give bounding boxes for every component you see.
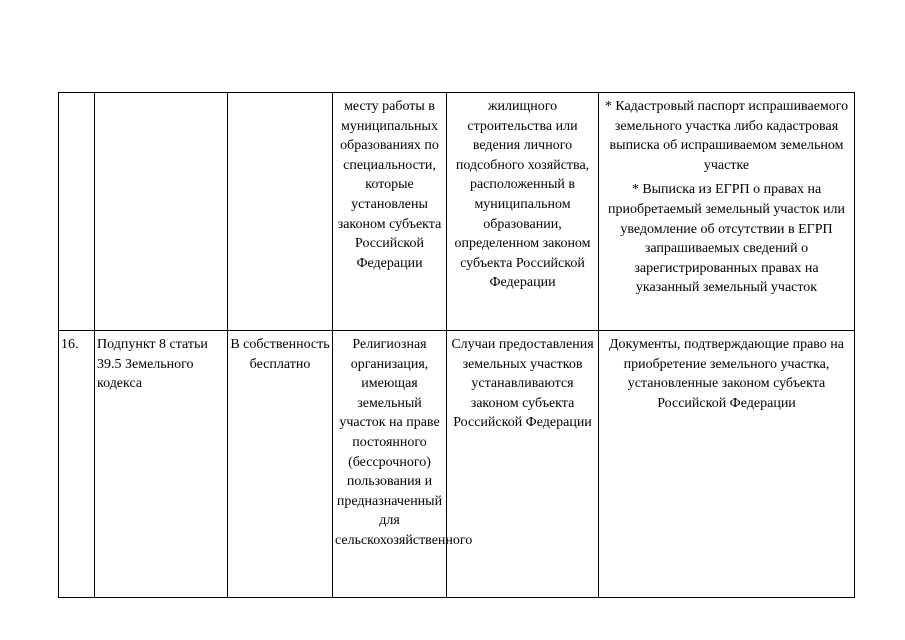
documents-cell: [599, 331, 855, 598]
legal-basis: Подпункт 8 статьи 39.5 Земельного кодекса: [97, 337, 208, 392]
document-item: * Кадастровый паспорт испрашиваемого земельного участка либо кадастровая выписка об испрашиваемом земельном участке: [604, 99, 849, 173]
land-plot-cell: [447, 331, 599, 598]
table-row: [59, 93, 855, 331]
row-number-cell: [59, 93, 95, 331]
applicant-text: месту работы в муниципальных образованиях по специальности, которые установлены законом субъекта Российской Федерации: [337, 99, 442, 271]
right-type: В собственность бесплатно: [230, 337, 330, 372]
legal-basis-cell: [95, 331, 228, 598]
documents-cell: [599, 93, 855, 331]
applicant-text: Религиозная организация, имеющая земельный участок на праве постоянного (бессрочного) пользования и предназначенный для сельскохозяйственного: [335, 337, 473, 548]
applicant-cell: [333, 331, 473, 598]
document-table: [58, 92, 855, 598]
applicant-cell: [333, 93, 447, 331]
document-item: * Выписка из ЕГРП о правах на приобретаемый земельный участок или уведомление об отсутствии в ЕГРП запрашиваемых сведений о зарегистрированных правах на указанный земельный участок: [607, 182, 846, 296]
right-type-cell: [228, 331, 333, 598]
land-plot-cell: [447, 93, 599, 331]
land-plot-text: жилищного строительства или ведения личного подсобного хозяйства, расположенный в муниципальном образовании, определенном законом субъекта Российской Федерации: [454, 99, 591, 291]
row-number-cell: [59, 331, 95, 598]
table-row: [59, 331, 855, 598]
legal-basis-cell: [95, 93, 228, 331]
row-number: 16.: [61, 337, 79, 352]
document-item: Документы, подтверждающие право на приобретение земельного участка, установленные законом субъекта Российской Федерации: [608, 337, 844, 411]
land-plot-text: Случаи предоставления земельных участков устанавливаются законом субъекта Российской Федерации: [451, 337, 594, 431]
right-type-cell: [228, 93, 333, 331]
